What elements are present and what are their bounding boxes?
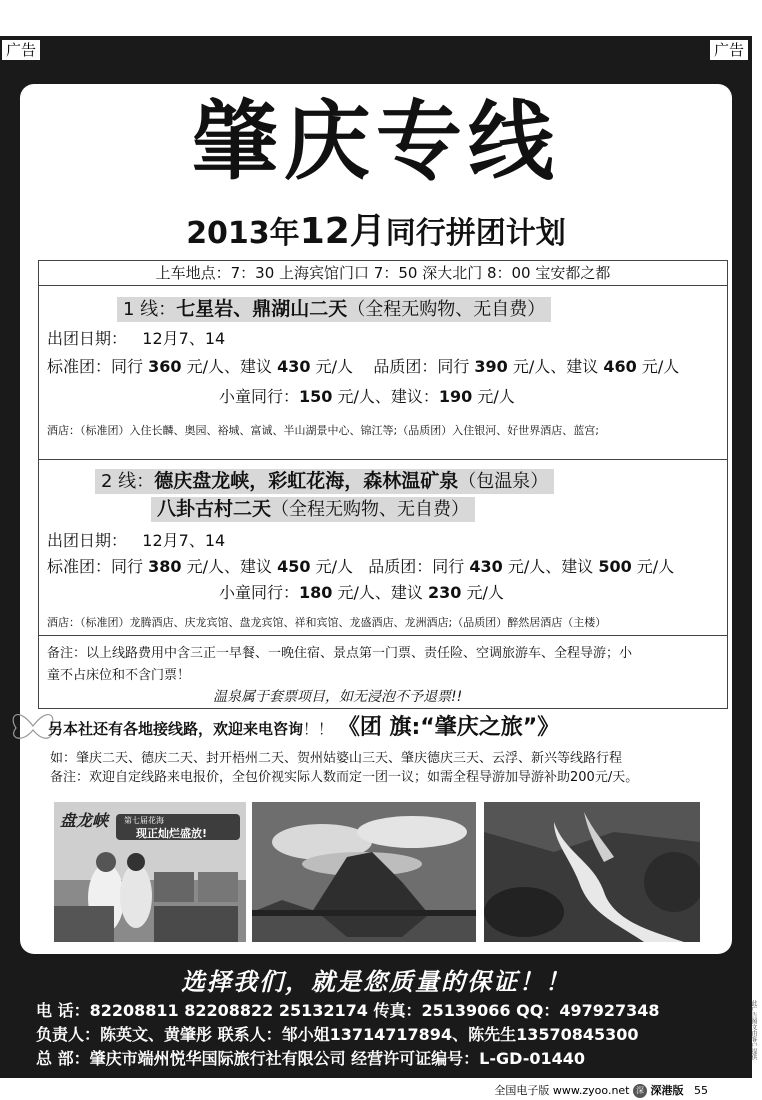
route-2-title-line2 bbox=[151, 494, 475, 521]
contact-banner bbox=[48, 710, 559, 741]
slogan: 选择我们，就是您质量的保证！！ bbox=[181, 968, 571, 996]
headquarters-info bbox=[36, 1046, 585, 1069]
route-2-q-mid: 元/人、建议 bbox=[502, 557, 599, 576]
route-1-date-label: 出团日期： bbox=[47, 329, 128, 348]
route-2-price-row bbox=[47, 554, 674, 577]
route-1-child-row bbox=[219, 384, 515, 407]
route-2-title bbox=[95, 466, 554, 493]
subtitle-year: 2013年 bbox=[186, 216, 300, 251]
route-2-date-values: 12月7、14 bbox=[142, 531, 226, 550]
route-1-std-peer: 360 bbox=[148, 357, 182, 376]
more-routes-line-2: 备注：欢迎自定线路来电报价，全包价视实际人数而定一团一议；如需全程导游加导游补助200元/天。 bbox=[50, 770, 639, 785]
route-1-dates bbox=[47, 326, 225, 349]
route-1-date-values: 12月7、14 bbox=[142, 329, 226, 348]
route-2-std-suggest: 450 bbox=[277, 557, 311, 576]
page-footer bbox=[494, 1082, 708, 1098]
route-1-child-suggest: 190 bbox=[438, 387, 473, 406]
route-1-std-mid: 元/人、建议 bbox=[181, 357, 278, 376]
route-2-std-end: 元/人 bbox=[310, 557, 353, 576]
hq-name: 肇庆市端州悦华国际旅行社有限公司 bbox=[89, 1049, 346, 1068]
page-number: 55 bbox=[694, 1084, 708, 1097]
route-1-child-mid: 元/人、建议： bbox=[332, 387, 439, 406]
phone-numbers: 82208811 82208822 25132174 bbox=[89, 1001, 368, 1020]
route-1-price-row bbox=[47, 354, 679, 377]
contact-label: 联系人： bbox=[212, 1025, 282, 1044]
route-2-label: 2 线： bbox=[101, 471, 155, 492]
route-2-date-label: 出团日期： bbox=[47, 531, 128, 550]
route-1-note: （全程无购物、无自费） bbox=[347, 299, 546, 320]
subtitle-month: 12月 bbox=[299, 211, 386, 252]
fax-label: 传真： bbox=[367, 1001, 422, 1020]
contact-text: 另本社还有各地接线路，欢迎来电咨询 bbox=[48, 720, 304, 738]
route-1-child-label: 小童同行： bbox=[219, 387, 300, 406]
contact-names: 邹小姐13714717894、陈先生13570845300 bbox=[281, 1025, 639, 1044]
route-2-hotels: 酒店：（标准团）龙腾酒店、庆龙宾馆、盘龙宾馆、祥和宾馆、龙盛酒店、龙洲酒店;（品质团）醉然居酒店（主楼） bbox=[47, 616, 607, 629]
route-2-child-row bbox=[219, 580, 504, 603]
route-2-child-label: 小童同行： bbox=[219, 583, 300, 602]
route-1-std-suggest: 430 bbox=[277, 357, 311, 376]
edition-text: 全国电子版 www.zyoo.net bbox=[494, 1084, 630, 1097]
subtitle bbox=[20, 212, 732, 254]
ad-label-left: 广告 bbox=[2, 40, 40, 60]
route-2-std-label: 标准团：同行 bbox=[47, 557, 149, 576]
license-number: L-GD-01440 bbox=[479, 1049, 586, 1068]
route-1-child-peer: 150 bbox=[299, 387, 333, 406]
lake-image bbox=[252, 802, 476, 942]
page-title: 肇庆专线 bbox=[192, 91, 560, 192]
manager-names: 陈英文、黄肇彤 bbox=[100, 1025, 213, 1044]
region-label: 深港版 bbox=[650, 1084, 684, 1097]
tour-flag: 《团 旗:“肇庆之旅”》 bbox=[337, 715, 560, 740]
notes-line-2: 童不占床位和不含门票！ bbox=[47, 668, 191, 683]
poster-banner-1: 第七届花海 bbox=[124, 816, 164, 825]
phone-label: 电 话： bbox=[36, 1001, 90, 1020]
qq-number: 497927348 bbox=[559, 1001, 660, 1020]
panlong-gorge-poster bbox=[54, 802, 246, 942]
route-2-q-end: 元/人 bbox=[631, 557, 675, 576]
ad-label-right: 广告 bbox=[710, 40, 748, 60]
waterfall-image bbox=[484, 802, 700, 942]
route-2-q-suggest: 500 bbox=[598, 557, 632, 576]
notes-line-1: 备注：以上线路费用中含三正一早餐、一晚住宿、景点第一门票、责任险、空调旅游车、全程导游；小 bbox=[47, 646, 633, 661]
route-2-section bbox=[38, 459, 728, 637]
poster-banner-2: 现正灿烂盛放! bbox=[136, 827, 208, 840]
route-2-std-mid: 元/人、建议 bbox=[181, 557, 278, 576]
contact-persons bbox=[36, 1022, 639, 1045]
route-1-title bbox=[117, 294, 551, 321]
side-note: 此广告图文由客户提供 bbox=[750, 1000, 757, 1060]
route-2-child-mid: 元/人、建议 bbox=[332, 583, 428, 602]
phone-info bbox=[36, 998, 660, 1021]
route-2-note2: （全程无购物、无自费） bbox=[271, 499, 470, 520]
route-1-q-end: 元/人 bbox=[636, 357, 680, 376]
route-2-dates bbox=[47, 528, 225, 551]
route-1-std-end: 元/人 bbox=[310, 357, 353, 376]
route-2-note: （包温泉） bbox=[458, 471, 549, 492]
content-panel bbox=[20, 84, 732, 954]
route-1-std-label: 标准团：同行 bbox=[47, 357, 149, 376]
fax-number: 25139066 bbox=[421, 1001, 511, 1020]
hq-label: 总 部： bbox=[36, 1049, 90, 1068]
route-2-std-peer: 380 bbox=[148, 557, 182, 576]
contact-bang: ！！ bbox=[303, 720, 334, 738]
poster-logo: 盘龙峡 bbox=[60, 811, 109, 830]
qq-label: QQ： bbox=[510, 1001, 560, 1020]
route-2-child-suggest: 230 bbox=[428, 583, 462, 602]
route-2-child-end: 元/人 bbox=[461, 583, 504, 602]
route-2-child-peer: 180 bbox=[299, 583, 333, 602]
edition-badge-icon: 深 bbox=[633, 1084, 647, 1098]
route-1-q-peer: 390 bbox=[474, 357, 508, 376]
route-1-hotels: 酒店：（标准团）入住长麟、奥园、裕城、富诚、半山湖景中心、锦江等;（品质团）入住银河、好世界酒店、蓝宫; bbox=[47, 424, 599, 437]
waterfall-photo bbox=[484, 802, 700, 942]
notes-hot-spring: 温泉属于套票项目，如无浸泡不予退票!! bbox=[213, 689, 463, 705]
manager-label: 负责人： bbox=[36, 1025, 101, 1044]
route-1-name: 七星岩、鼎湖山二天 bbox=[176, 298, 348, 320]
route-1-q-mid: 元/人、建议 bbox=[507, 357, 604, 376]
route-1-label: 1 线： bbox=[123, 299, 177, 320]
route-1-child-end: 元/人 bbox=[472, 387, 515, 406]
more-routes bbox=[50, 749, 638, 787]
route-2-name: 德庆盘龙峡，彩虹花海，森林温矿泉 bbox=[154, 470, 459, 492]
route-2-q-label: 品质团：同行 bbox=[368, 557, 470, 576]
subtitle-text: 同行拼团计划 bbox=[385, 216, 566, 251]
route-1-q-suggest: 460 bbox=[603, 357, 637, 376]
lake-photo bbox=[252, 802, 476, 942]
pickup-info: 上车地点：7：30 上海宾馆门口 7：50 深大北门 8：00 宝安都之都 bbox=[38, 260, 728, 287]
route-2-q-peer: 430 bbox=[469, 557, 503, 576]
more-routes-line-1: 如：肇庆二天、德庆二天、封开梧州二天、贺州姑婆山三天、肇庆德庆三天、云浮、新兴等线路行程 bbox=[50, 751, 623, 766]
notes-section bbox=[38, 635, 728, 709]
route-1-q-label: 品质团：同行 bbox=[373, 357, 475, 376]
route-2-name2: 八卦古村二天 bbox=[157, 498, 272, 520]
route-1-section bbox=[38, 285, 728, 461]
license-label: 经营许可证编号： bbox=[345, 1049, 480, 1068]
